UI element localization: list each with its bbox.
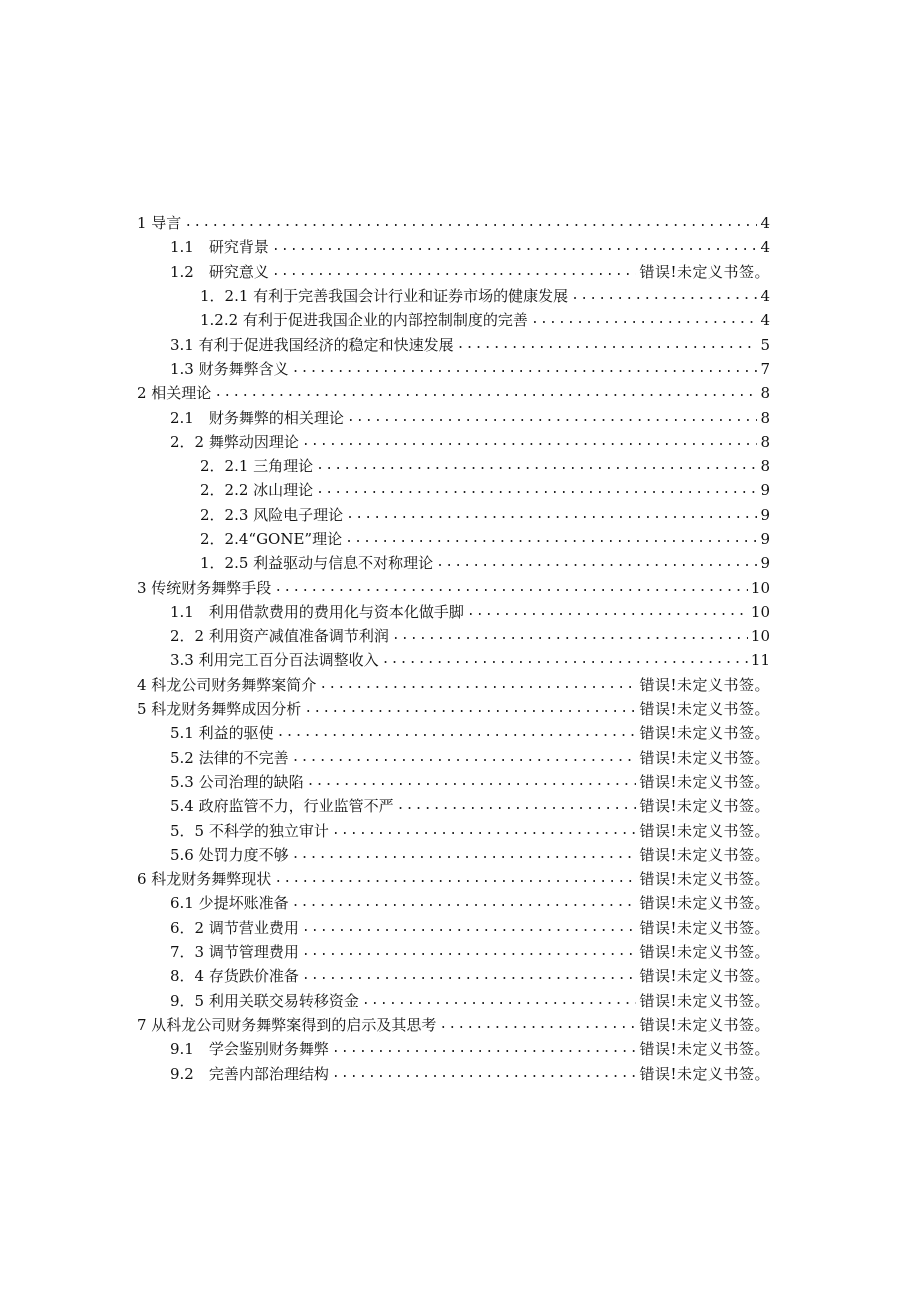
toc-entry[interactable]: [0, 332, 920, 356]
toc-leader: [332, 1040, 637, 1058]
toc-entry-page: 错误!未定义书签。: [639, 797, 770, 816]
toc-entry-title: 1.3 财务舞弊含义: [170, 359, 289, 378]
toc-entry-title: 5 科龙财务舞弊成因分析: [137, 700, 302, 719]
toc-entry-page: 错误!未定义书签。: [639, 845, 770, 864]
toc-entry[interactable]: [0, 1013, 920, 1037]
toc-entry-title: 9．5 利用关联交易转移资金: [170, 991, 359, 1010]
toc-entry-page: 错误!未定义书签。: [639, 918, 770, 937]
toc-entry-title: 9.1 学会鉴别财务舞弊: [170, 1040, 329, 1059]
toc-entry-title: 5.6 处罚力度不够: [170, 845, 289, 864]
toc-entry[interactable]: [0, 260, 920, 284]
toc-entry[interactable]: [0, 454, 920, 478]
table-of-contents: [0, 211, 920, 1086]
toc-entry-page: 错误!未定义书签。: [639, 1064, 770, 1083]
toc-leader: [292, 749, 637, 767]
toc-entry-page: 8: [760, 384, 770, 403]
toc-entry[interactable]: [0, 381, 920, 405]
toc-entry[interactable]: [0, 770, 920, 794]
toc-entry[interactable]: [0, 916, 920, 940]
toc-entry-page: 11: [750, 651, 770, 670]
toc-entry-page: 8: [760, 457, 770, 476]
toc-entry[interactable]: [0, 697, 920, 721]
toc-entry-title: 6 科龙财务舞弊现状: [137, 870, 272, 889]
toc-leader: [274, 579, 748, 597]
toc-entry-title: 1.2 研究意义: [170, 262, 269, 281]
toc-leader: [457, 336, 758, 354]
toc-leader: [184, 214, 757, 232]
toc-entry-page: 错误!未定义书签。: [639, 262, 770, 281]
toc-entry-page: 错误!未定义书签。: [639, 991, 770, 1010]
toc-entry[interactable]: [0, 211, 920, 235]
toc-entry-title: 3 传统财务舞弊手段: [137, 578, 272, 597]
toc-entry-title: 1．2.1 有利于完善我国会计行业和证券市场的健康发展: [200, 287, 569, 306]
toc-entry-title: 5.2 法律的不完善: [170, 748, 289, 767]
toc-leader: [307, 773, 637, 791]
toc-entry-page: 4: [760, 287, 770, 306]
toc-entry[interactable]: [0, 891, 920, 915]
toc-entry[interactable]: [0, 964, 920, 988]
toc-entry-title: 6.1 少提坏账准备: [170, 894, 289, 913]
toc-leader: [272, 238, 758, 256]
toc-entry-page: 错误!未定义书签。: [639, 821, 770, 840]
toc-leader: [346, 506, 757, 524]
toc-entry-title: 2．2 利用资产减值准备调节利润: [170, 627, 389, 646]
toc-leader: [292, 894, 637, 912]
toc-entry[interactable]: [0, 989, 920, 1013]
toc-entry-title: 2．2.1 三角理论: [200, 457, 314, 476]
toc-entry-title: 2．2 舞弊动因理论: [170, 432, 299, 451]
toc-leader: [316, 481, 757, 499]
toc-entry-title: 7 从科龙公司财务舞弊案得到的启示及其思考: [137, 1015, 437, 1034]
toc-entry-page: 错误!未定义书签。: [639, 1015, 770, 1034]
toc-entry-page: 错误!未定义书签。: [639, 772, 770, 791]
toc-leader: [382, 651, 748, 669]
toc-entry-title: 9.2 完善内部治理结构: [170, 1064, 329, 1083]
toc-leader: [316, 457, 757, 475]
toc-entry-page: 错误!未定义书签。: [639, 1040, 770, 1059]
toc-leader: [332, 822, 637, 840]
toc-entry[interactable]: [0, 405, 920, 429]
toc-leader: [214, 384, 757, 402]
toc-entry-page: 4: [760, 214, 770, 233]
toc-entry-title: 2 相关理论: [137, 384, 212, 403]
toc-leader: [292, 360, 758, 378]
toc-entry-title: 2.1 财务舞弊的相关理论: [170, 408, 344, 427]
toc-entry[interactable]: [0, 430, 920, 454]
toc-leader: [571, 287, 757, 305]
toc-entry[interactable]: [0, 551, 920, 575]
toc-entry-title: 7．3 调节管理费用: [170, 943, 299, 962]
toc-entry-page: 9: [760, 505, 770, 524]
toc-entry-page: 9: [760, 481, 770, 500]
toc-entry-title: 3.3 利用完工百分百法调整收入: [170, 651, 379, 670]
toc-entry-title: 1 导言: [137, 214, 182, 233]
toc-entry[interactable]: [0, 235, 920, 259]
toc-leader: [347, 409, 758, 427]
toc-leader: [302, 967, 637, 985]
toc-entry[interactable]: [0, 527, 920, 551]
toc-entry[interactable]: [0, 308, 920, 332]
toc-entry-page: 9: [760, 530, 770, 548]
toc-entry[interactable]: [0, 600, 920, 624]
toc-entry-page: 9: [760, 554, 770, 573]
toc-entry-page: 错误!未定义书签。: [639, 894, 770, 913]
toc-entry-title: 1．2.5 利益驱动与信息不对称理论: [200, 554, 434, 573]
toc-entry-title: 8．4 存货跌价准备: [170, 967, 299, 986]
toc-entry[interactable]: [0, 648, 920, 672]
toc-entry-page: 10: [750, 627, 770, 646]
toc-entry-title: 5．5 不科学的独立审计: [170, 821, 329, 840]
toc-entry-page: 7: [760, 359, 770, 378]
toc-leader: [319, 676, 636, 694]
toc-entry[interactable]: [0, 1037, 920, 1061]
toc-entry[interactable]: [0, 575, 920, 599]
toc-entry-page: 错误!未定义书签。: [639, 700, 770, 719]
toc-entry-title: 1.1 利用借款费用的费用化与资本化做手脚: [170, 602, 464, 621]
toc-leader: [302, 433, 758, 451]
toc-leader: [302, 943, 637, 961]
toc-entry-title: 1.2.2 有利于促进我国企业的内部控制制度的完善: [200, 311, 528, 330]
toc-entry-title: 6．2 调节营业费用: [170, 918, 299, 937]
toc-entry-page: 5: [760, 335, 770, 354]
toc-entry-page: 4: [760, 311, 770, 330]
toc-entry-title: 4 科龙公司财务舞弊案简介: [137, 675, 317, 694]
toc-entry[interactable]: [0, 478, 920, 502]
toc-entry[interactable]: [0, 721, 920, 745]
toc-leader: [302, 919, 637, 937]
toc-leader: [436, 554, 757, 572]
toc-entry[interactable]: [0, 818, 920, 842]
toc-leader: [277, 724, 637, 742]
toc-entry-page: 8: [760, 432, 770, 451]
toc-entry-title: 5.4 政府监管不力，行业监管不严: [170, 797, 394, 816]
toc-leader: [362, 992, 637, 1010]
toc-entry[interactable]: [0, 673, 920, 697]
toc-leader: [332, 1065, 637, 1083]
toc-entry-page: 错误!未定义书签。: [639, 675, 770, 694]
toc-entry[interactable]: [0, 867, 920, 891]
toc-entry-page: 错误!未定义书签。: [639, 748, 770, 767]
toc-leader: [392, 627, 748, 645]
toc-entry-page: 4: [760, 238, 770, 257]
toc-entry-title: 1.1 研究背景: [170, 238, 269, 257]
toc-entry-page: 8: [760, 408, 770, 427]
toc-entry-page: 错误!未定义书签。: [639, 724, 770, 743]
toc-entry-page: 错误!未定义书签。: [639, 870, 770, 889]
toc-entry-title: 2．2.3 风险电子理论: [200, 505, 344, 524]
toc-entry[interactable]: [0, 940, 920, 964]
toc-leader: [345, 530, 757, 548]
toc-entry-page: 错误!未定义书签。: [639, 943, 770, 962]
toc-entry-page: 错误!未定义书签。: [639, 967, 770, 986]
toc-entry-page: 10: [750, 578, 770, 597]
toc-entry-title: 5.3 公司治理的缺陷: [170, 772, 304, 791]
toc-entry[interactable]: [0, 1061, 920, 1085]
toc-entry-page: 10: [750, 602, 770, 621]
toc-entry[interactable]: [0, 843, 920, 867]
toc-leader: [467, 603, 748, 621]
toc-entry[interactable]: [0, 624, 920, 648]
toc-leader: [397, 797, 637, 815]
toc-leader: [274, 870, 636, 888]
toc-leader: [272, 263, 637, 281]
toc-entry[interactable]: [0, 284, 920, 308]
toc-leader: [292, 846, 637, 864]
toc-entry[interactable]: [0, 357, 920, 381]
toc-entry-title: 5.1 利益的驱使: [170, 724, 274, 743]
toc-leader: [304, 700, 636, 718]
toc-entry-title: 2．2.4“GONE”理论: [200, 530, 343, 548]
toc-leader: [531, 311, 758, 329]
toc-entry[interactable]: [0, 794, 920, 818]
toc-entry[interactable]: [0, 746, 920, 770]
toc-leader: [439, 1016, 636, 1034]
toc-entry-title: 3.1 有利于促进我国经济的稳定和快速发展: [170, 335, 454, 354]
toc-entry[interactable]: [0, 503, 920, 527]
toc-entry-title: 2．2.2 冰山理论: [200, 481, 314, 500]
